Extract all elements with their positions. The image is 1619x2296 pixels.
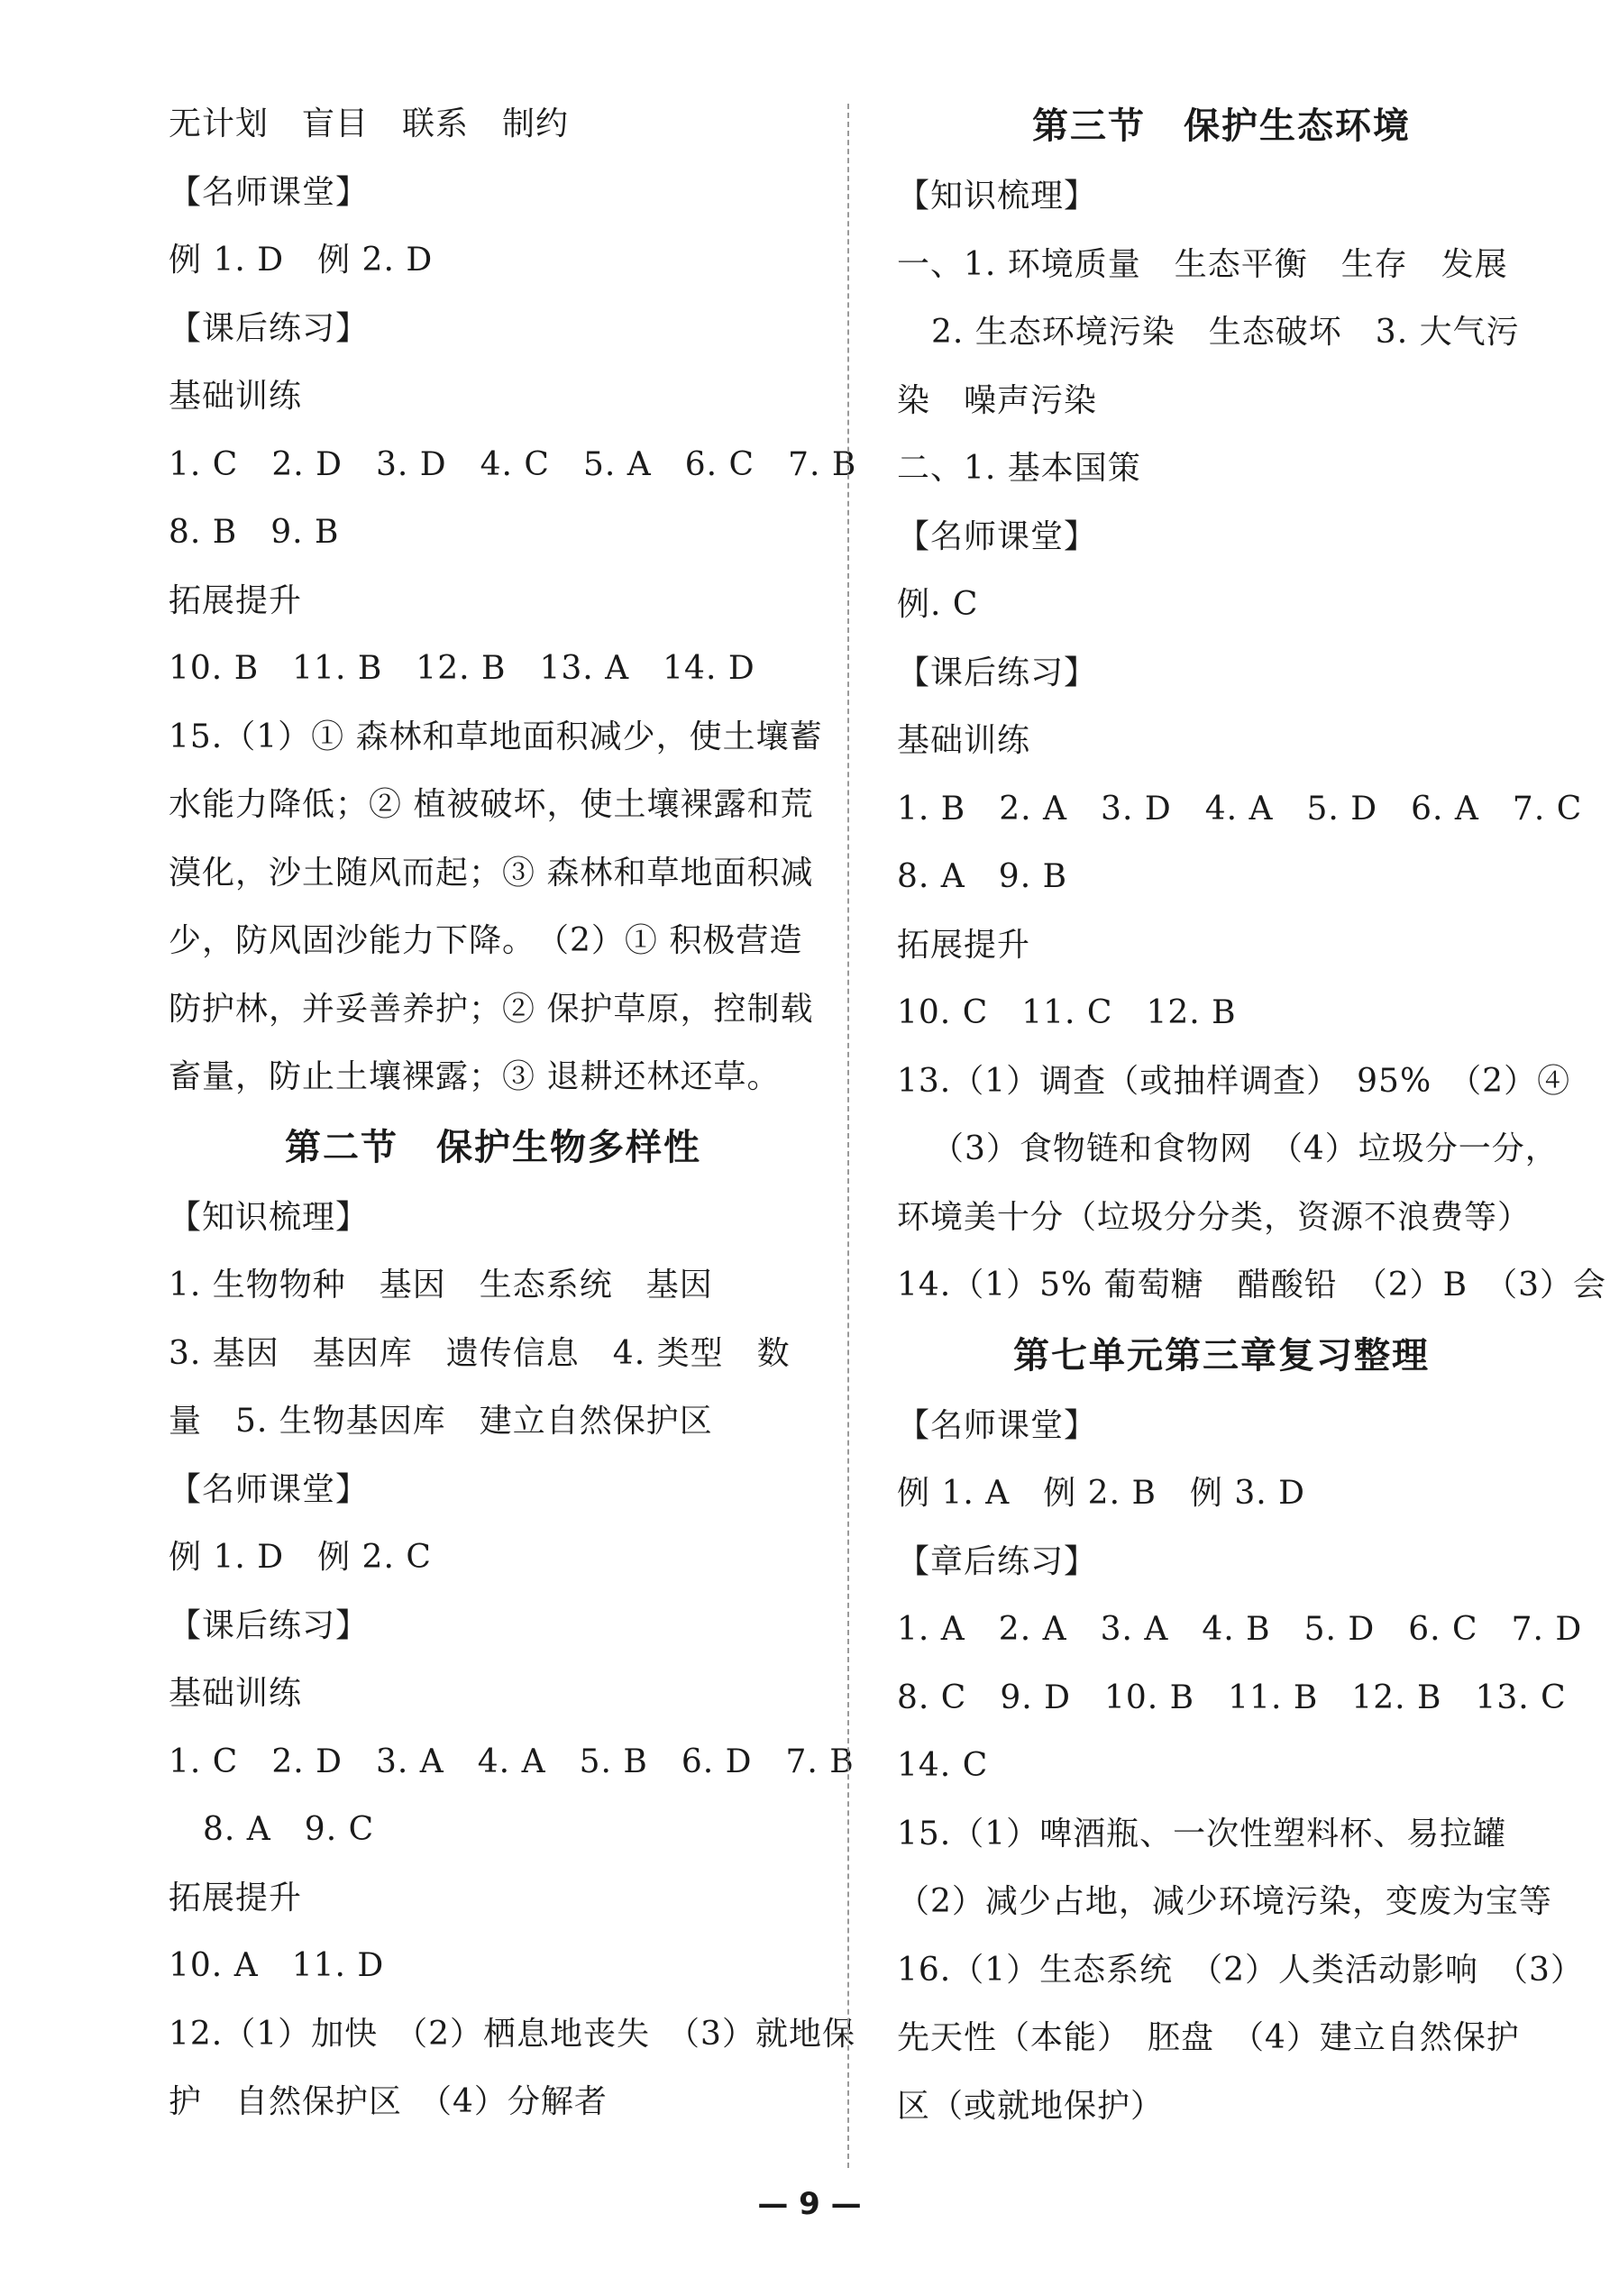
answer-line: 【课后练习】 xyxy=(169,309,370,347)
section-heading: 第三节 保护生态环境 xyxy=(1032,105,1411,147)
answer-line: 8. A 9. B xyxy=(897,858,1068,895)
answer-line: 10. B 11. B 12. B 13. A 14. D xyxy=(169,650,755,687)
answer-line: 15.（1）啤酒瓶、一次性塑料杯、易拉罐 xyxy=(897,1815,1507,1852)
answer-line: 8. B 9. B xyxy=(169,514,340,551)
answer-line: 15.（1）① 森林和草地面积减少，使土壤蓄 xyxy=(169,718,823,755)
answer-line: 例 1. A 例 2. B 例 3. D xyxy=(897,1475,1306,1512)
answer-line: 少，防风固沙能力下降。 （2）① 积极营造 xyxy=(169,922,803,959)
answer-line: 护 自然保护区 （4）分解者 xyxy=(169,2083,608,2120)
left-column xyxy=(169,90,857,2136)
answer-line: 【课后练习】 xyxy=(169,1606,370,1644)
answer-line: 13.（1）调查（或抽样调查） 95% （2）④ xyxy=(897,1062,1571,1100)
answer-line: 例. C xyxy=(897,586,979,623)
answer-line: 【知识梳理】 xyxy=(897,178,1098,215)
answer-line: 例 1. D 例 2. D xyxy=(169,242,434,279)
answer-line: 【课后练习】 xyxy=(897,654,1098,691)
answer-line: （2）减少占地，减少环境污染，变废为宝等 xyxy=(897,1883,1552,1920)
answer-line: 拓展提升 xyxy=(169,581,303,619)
answer-line: 16.（1）生态系统 （2）人类活动影响 （3） xyxy=(897,1951,1584,1989)
answer-line: 无计划 盲目 联系 制约 xyxy=(169,105,570,142)
answer-line: 拓展提升 xyxy=(897,926,1031,964)
answer-line: （3）食物链和食物网 （4）垃圾分一分， xyxy=(931,1130,1559,1167)
answer-line: 畜量，防止土壤裸露；③ 退耕还林还草。 xyxy=(169,1058,781,1095)
answer-line: 1. B 2. A 3. D 4. A 5. D 6. A 7. C xyxy=(897,790,1583,828)
answer-line: 防护林，并妥善养护；② 保护草原，控制载 xyxy=(169,990,814,1028)
answer-line: 先天性（本能） 胚盘 （4）建立自然保护 xyxy=(897,2019,1520,2056)
right-column xyxy=(897,90,1606,2140)
answer-line: 例 1. D 例 2. C xyxy=(169,1539,432,1576)
answer-line: 【名师课堂】 xyxy=(169,1470,370,1508)
answer-line: 12.（1）加快 （2）栖息地丧失 （3）就地保 xyxy=(169,2015,855,2053)
answer-line: 染 噪声污染 xyxy=(897,381,1098,419)
answer-line: 1. A 2. A 3. A 4. B 5. D 6. C 7. D xyxy=(897,1611,1583,1648)
answer-line: 1. 生物物种 基因 生态系统 基因 xyxy=(169,1267,713,1304)
answer-line: 【章后练习】 xyxy=(897,1542,1098,1580)
page-number: — 9 — xyxy=(757,2186,862,2222)
answer-line: 14. C xyxy=(897,1747,989,1784)
answer-line: 【知识梳理】 xyxy=(169,1198,370,1236)
answer-line: 漠化，沙土随风而起；③ 森林和草地面积减 xyxy=(169,854,814,892)
answer-line: 2. 生态环境污染 生态破坏 3. 大气污 xyxy=(931,314,1520,351)
answer-line: 【名师课堂】 xyxy=(897,1406,1098,1444)
answer-line: 一、1. 环境质量 生态平衡 生存 发展 xyxy=(897,245,1508,283)
answer-line: 14.（1）5% 葡萄糖 醋酸铅 （2）B （3）会 xyxy=(897,1267,1606,1304)
answer-line: 8. C 9. D 10. B 11. B 12. B 13. C xyxy=(897,1679,1567,1716)
answer-line: 量 5. 生物基因库 建立自然保护区 xyxy=(169,1403,713,1440)
section-heading: 第七单元第三章复习整理 xyxy=(1013,1334,1430,1377)
answer-line: 区（或就地保护） xyxy=(897,2087,1165,2125)
section-heading: 第二节 保护生物多样性 xyxy=(285,1126,701,1168)
answer-line: 1. C 2. D 3. D 4. C 5. A 6. C 7. B xyxy=(169,445,857,483)
answer-line: 3. 基因 基因库 遗传信息 4. 类型 数 xyxy=(169,1334,791,1372)
answer-line: 【名师课堂】 xyxy=(169,173,370,211)
answer-line: 水能力降低；② 植被破坏，使土壤裸露和荒 xyxy=(169,786,814,823)
column-divider xyxy=(847,104,849,2168)
answer-line: 【名师课堂】 xyxy=(897,517,1098,555)
answer-line: 二、1. 基本国策 xyxy=(897,450,1141,487)
answer-line: 10. C 11. C 12. B xyxy=(897,994,1237,1031)
answer-line: 环境美十分（垃圾分分类，资源不浪费等） xyxy=(897,1198,1532,1236)
answer-line: 10. A 11. D xyxy=(169,1947,385,1984)
answer-line: 基础训练 xyxy=(169,378,303,415)
answer-line: 拓展提升 xyxy=(169,1879,303,1916)
answer-line: 1. C 2. D 3. A 4. A 5. B 6. D 7. B xyxy=(169,1743,855,1780)
answer-line: 基础训练 xyxy=(897,722,1031,759)
answer-line: 基础训练 xyxy=(169,1675,303,1712)
answer-line: 8. A 9. C xyxy=(203,1811,375,1848)
